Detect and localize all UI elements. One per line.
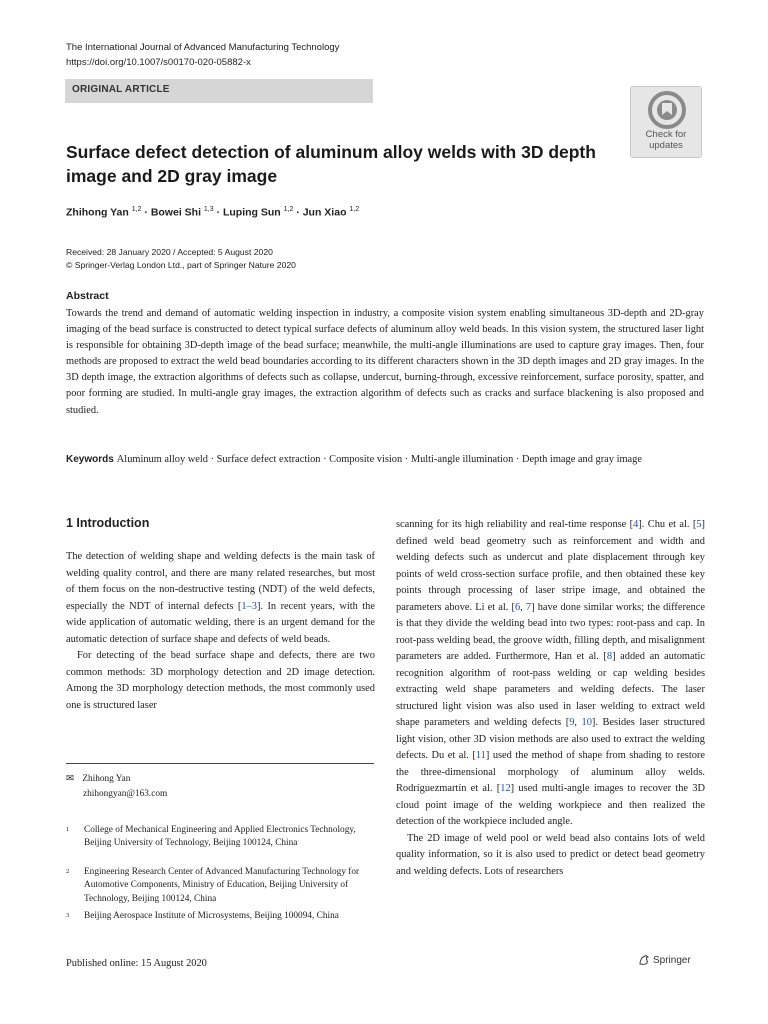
check-for-updates-badge[interactable]: [630, 86, 702, 158]
paragraph-text: scanning for its high reliability and real-time response [: [396, 519, 634, 530]
paragraph-text: ] have done similar works; the difference is that they divide the welding bead into two types: root-pass and cap. In root-pass welding bead, the groove width, filling depth, and misalignment parameters are added. Furthermore, Han et al. [: [396, 601, 705, 662]
copyright-text: Springer-Verlag London Ltd., part of Springer Nature 2020: [74, 260, 296, 270]
footnote-divider: [66, 763, 374, 764]
section-heading-introduction: 1 Introduction: [66, 516, 150, 530]
abstract-text: Towards the trend and demand of automatic welding inspection in industry, a composite vision system enabling simultaneous 3D-depth and 2D-gray imaging of the bead surface is constructed to detect typical surface defects of aluminum alloy weld beads. In this vision system, the structured laser light is responsible for obtaining 3D-depth image of the bead surface; meanwhile, the multi-angle illuminations are used to capture gray images. Then, four methods are proposed to extract the weld bead boundaries according to its different characters shown in the 3D depth images and 2D gray images. In the 3D depth image, the extraction algorithms of defects such as collapse, undercut, burning-through, excessive reinforcement, surface porosity, spatter, and poor forming are studied. In multi-angle gray images, the extraction algorithm of defects such as cracks and surface blackening is also proposed and studied.: [66, 308, 704, 416]
received-accepted: Received: 28 January 2020 / Accepted: 5 August 2020: [66, 247, 273, 257]
citation-link[interactable]: 12: [500, 783, 511, 794]
paragraph-text: ] defined weld bead geometry such as reinforcement and width and welding defects such as undercut and plate displacement through key points of weld cross-section surface profile, and then obtained these key points through processing of laser stripe image, and obtained the parameters above. Li et al. [: [396, 519, 705, 613]
author-name[interactable]: Zhihong Yan: [66, 206, 132, 219]
copyright-line: [66, 259, 296, 272]
author-affiliation-ref: 1,2: [349, 206, 360, 213]
author-affiliation-ref: 1,2: [283, 206, 294, 213]
envelope-icon: ✉: [66, 774, 74, 784]
author-list: [66, 206, 359, 219]
affiliation-number: 2: [66, 868, 70, 875]
paragraph: [396, 831, 705, 881]
citation-link[interactable]: 8: [606, 651, 613, 662]
check-updates-line2: updates: [649, 140, 683, 151]
paragraph-text: For detecting of the bead surface shape and defects, there are two common methods: 3D morphology detection and 2D image detection. Among the 3D morphology detection methods, the most commonly used one is structured laser: [66, 650, 375, 711]
affiliation-text: Engineering Research Center of Advanced Manufacturing Technology for Automotive Components, Ministry of Education, Beijing University of Technology, Beijing 100124, China: [84, 867, 360, 904]
paragraph-text: ] used multi-angle images to recover the 3D cloud point image of the welding workpiece and then realized the detection of the workpiece included angle.: [396, 783, 705, 827]
citation-link[interactable]: 1–3: [241, 600, 257, 612]
publication-dates: [66, 246, 296, 272]
citation-link[interactable]: 11: [475, 750, 486, 761]
publisher-name: Springer: [653, 954, 691, 966]
check-updates-line1: Check for: [645, 129, 687, 140]
author-name[interactable]: Bowei Shi: [150, 206, 204, 219]
corresponding-author: Zhihong Yan: [82, 774, 131, 784]
check-updates-icon: [647, 91, 687, 129]
citation-link[interactable]: 4: [633, 519, 639, 530]
abstract-heading: Abstract: [66, 290, 109, 302]
intro-right-column: [396, 517, 705, 880]
corresponding-email[interactable]: zhihongyan@163.com: [83, 789, 168, 799]
paragraph-text: ]. Chu et al. [: [638, 519, 697, 530]
paragraph: [396, 517, 705, 831]
paragraph: [66, 549, 375, 648]
article-type-label: ORIGINAL ARTICLE: [72, 84, 170, 95]
copyright-icon: ©: [66, 260, 75, 270]
journal-name: The International Journal of Advanced Manufacturing Technology: [66, 42, 340, 53]
citation-link[interactable]: 6: [514, 601, 521, 613]
affiliation-text: College of Mechanical Engineering and Applied Electronics Technology, Beijing University of Technology, Beijing 100124, China: [84, 825, 356, 849]
citation-link[interactable]: 9: [569, 717, 575, 728]
paragraph-text: The detection of welding shape and welding defects is the main task of welding quality control, and there are many related researches, but most of them focus on the non-destructive testing (NDT) of the weld defects, especially the NDT of internal defects [: [66, 551, 375, 612]
paper-title: Surface defect detection of aluminum alloy welds with 3D depth image and 2D gray image: [66, 142, 596, 186]
citation-link[interactable]: 7: [525, 601, 532, 613]
citation-link[interactable]: 10: [581, 717, 592, 728]
author-name[interactable]: Jun Xiao: [302, 206, 350, 219]
affiliation-number: 3: [66, 912, 70, 919]
paragraph: [66, 648, 375, 714]
author-affiliation-ref: 1,2: [131, 206, 142, 213]
springer-logo: [638, 954, 691, 966]
author-affiliation-ref: 1,3: [203, 206, 214, 213]
author-name[interactable]: Luping Sun: [222, 206, 284, 219]
affiliation-text: Beijing Aerospace Institute of Microsystems, Beijing 100094, China: [84, 911, 339, 921]
keywords-text: Aluminum alloy weld · Surface defect extraction · Composite vision · Multi-angle illumination · Depth image and gray image: [116, 454, 642, 465]
author-separator: ·: [141, 206, 151, 219]
keywords: [66, 452, 704, 468]
published-online: Published online: 15 August 2020: [66, 958, 207, 969]
article-type-banner: [65, 79, 373, 103]
paragraph-text: ]. In recent years, with the wide application of automatic welding, there is an urgent demand for the automatic detection of surface shape and defects of weld beads.: [66, 600, 375, 645]
keywords-label: Keywords: [66, 454, 114, 465]
paragraph-text: ,: [574, 717, 582, 728]
paragraph-text: ] used the method of shape from shading to restore the three-dimensional morphology of aluminum alloy welds. Rodríguezmartín et al. [: [396, 750, 705, 794]
paragraph-text: ] added an automatic recognition algorithm of root-pass welding or cap welding besides extracting weld shape parameters and welding defects. The laser structured light vision was also used in laser welding to extract weld shape parameters and welding defects [: [396, 651, 705, 728]
paragraph-text: ,: [520, 601, 526, 613]
correspondence: [66, 772, 167, 802]
springer-horse-icon: [638, 954, 650, 966]
author-separator: ·: [293, 206, 303, 219]
intro-left-column: [66, 549, 375, 714]
citation-link[interactable]: 5: [696, 519, 702, 530]
affiliation-number: 1: [66, 826, 70, 833]
paragraph-text: ]. Besides laser structured light vision, other 3D vision methods are also used to extract the welding defects. Du et al. [: [396, 717, 705, 761]
doi-link[interactable]: https://doi.org/10.1007/s00170-020-05882-x: [66, 57, 251, 68]
author-separator: ·: [213, 206, 223, 219]
paragraph-text: The 2D image of weld pool or weld bead also contains lots of weld quality information, so it is also used to predict or detect bead geometry and welding defects. Lots of researchers: [396, 832, 705, 877]
